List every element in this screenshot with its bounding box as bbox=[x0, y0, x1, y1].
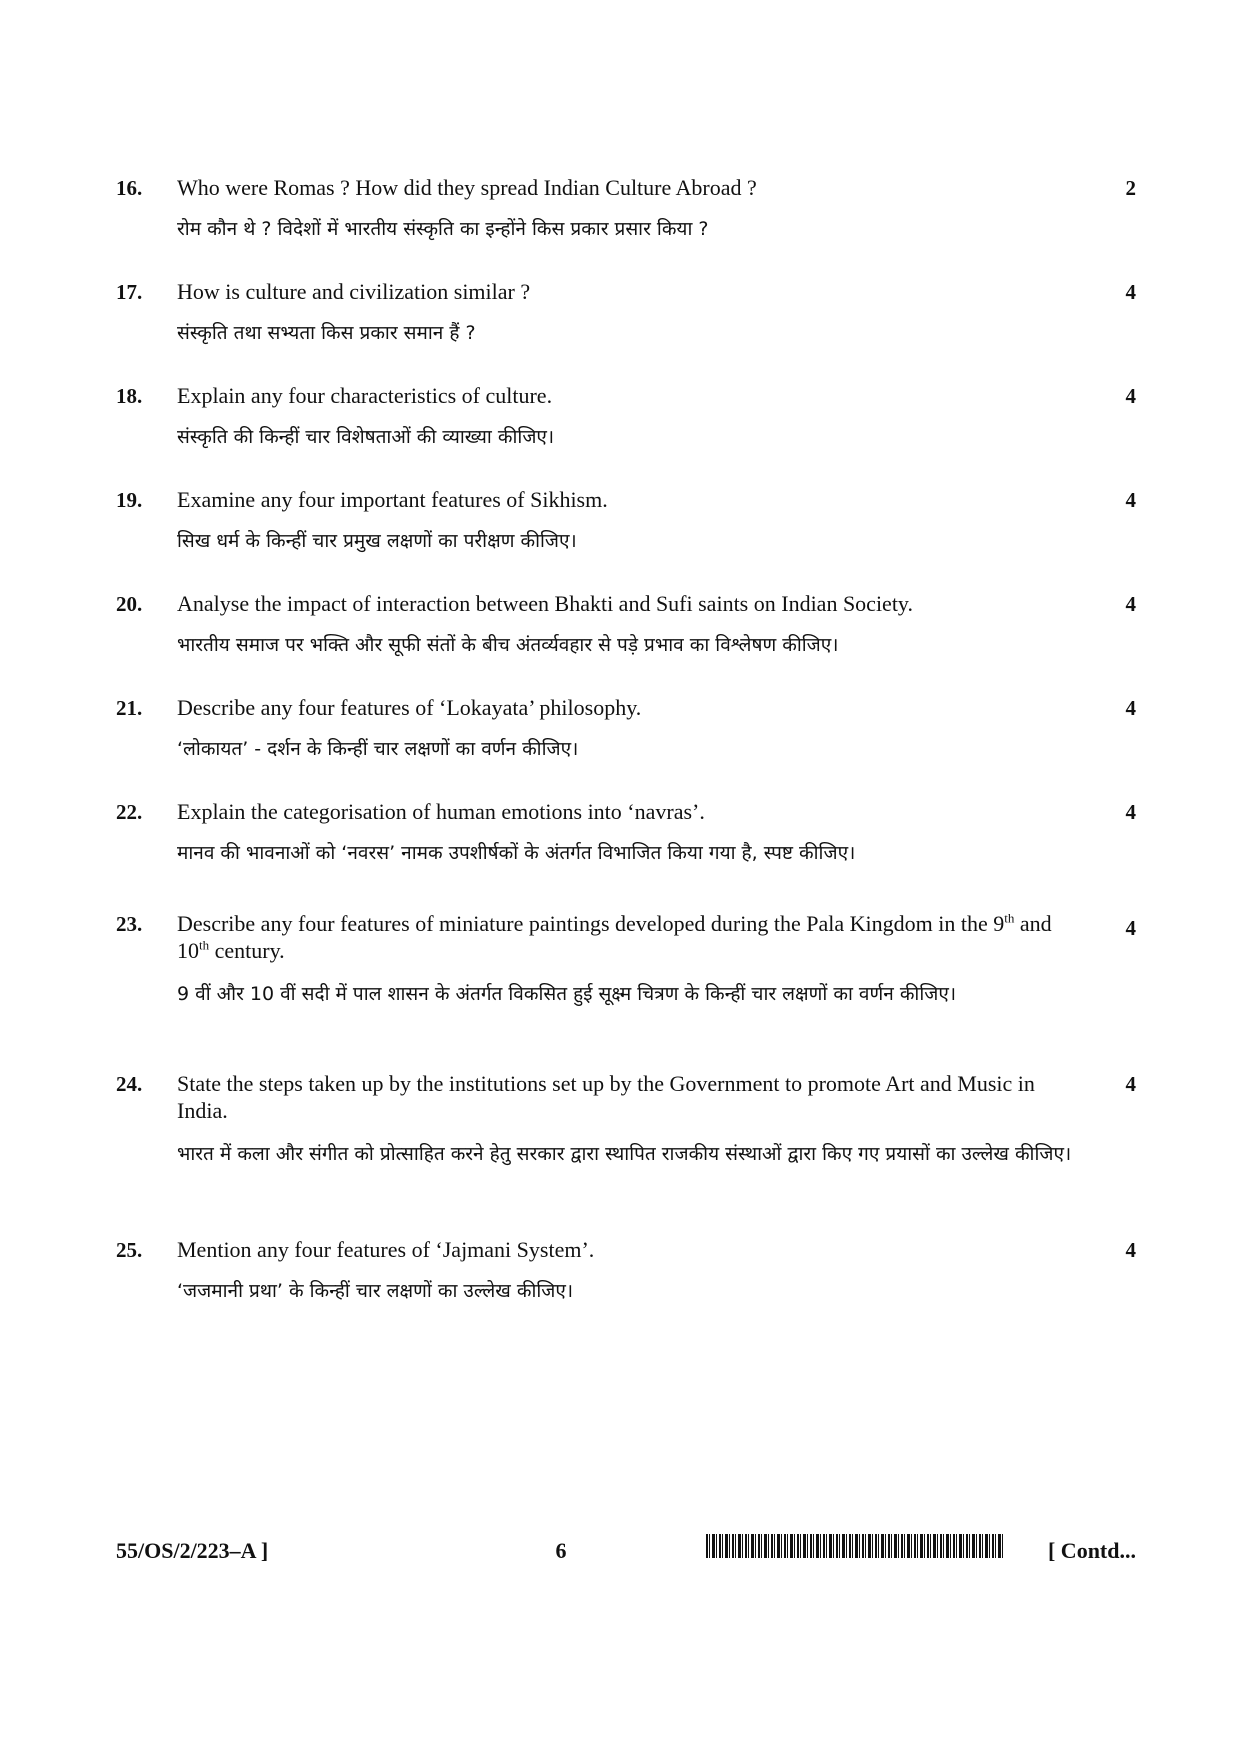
question-body bbox=[177, 382, 1077, 456]
question-text-english: Explain any four characteristics of culture. bbox=[177, 383, 553, 408]
question-number: 25. bbox=[116, 1238, 143, 1262]
question-text-english: Who were Romas ? How did they spread Indian Culture Abroad ? bbox=[177, 175, 757, 200]
question-text-hindi: ‘लोकायत’ - दर्शन के किन्हीं चार लक्षणों का वर्णन कीजिए। bbox=[177, 738, 579, 760]
question-number: 19. bbox=[116, 488, 143, 512]
question-text-english: Mention any four features of ‘Jajmani System’. bbox=[177, 1237, 595, 1262]
question-text-english: Explain the categorisation of human emotions into ‘navras’. bbox=[177, 799, 705, 824]
question-marks: 4 bbox=[1125, 384, 1136, 408]
question-body bbox=[177, 486, 1077, 560]
question-text-english bbox=[177, 910, 1077, 964]
superscript: th bbox=[199, 937, 210, 953]
question-text-english: State the steps taken up by the institutions set up by the Government to promote Art and Music in India. bbox=[177, 1071, 1035, 1123]
continued-label: [ Contd... bbox=[1047, 1538, 1136, 1563]
question-body bbox=[177, 278, 1077, 352]
question-marks: 4 bbox=[1125, 592, 1136, 616]
question-body bbox=[177, 1070, 1077, 1173]
text-part: century. bbox=[209, 938, 285, 963]
question-text-hindi: संस्कृति की किन्हीं चार विशेषताओं की व्याख्या कीजिए। bbox=[177, 426, 555, 448]
question-number: 17. bbox=[116, 280, 143, 304]
question-marks: 4 bbox=[1125, 696, 1136, 720]
question-marks: 4 bbox=[1125, 916, 1136, 940]
question-text-english: How is culture and civilization similar ? bbox=[177, 279, 531, 304]
question-body bbox=[177, 694, 1077, 768]
question-body bbox=[177, 174, 1077, 248]
question-number: 16. bbox=[116, 176, 143, 200]
question-marks: 2 bbox=[1125, 176, 1136, 200]
question-number: 20. bbox=[116, 592, 143, 616]
question-body bbox=[177, 1236, 1077, 1310]
question-text-english: Examine any four important features of Sikhism. bbox=[177, 487, 608, 512]
question-number: 24. bbox=[116, 1072, 143, 1096]
question-body bbox=[177, 798, 1077, 872]
superscript: th bbox=[1004, 910, 1015, 926]
paper-code: 55/OS/2/223–A ] bbox=[116, 1538, 269, 1563]
question-marks: 4 bbox=[1125, 280, 1136, 304]
question-marks: 4 bbox=[1125, 1238, 1136, 1262]
question-number: 21. bbox=[116, 696, 143, 720]
question-body bbox=[177, 910, 1077, 1013]
text-part: and 10 bbox=[177, 911, 1052, 963]
question-text-hindi: ‘जजमानी प्रथा’ के किन्हीं चार लक्षणों का उल्लेख कीजिए। bbox=[177, 1280, 574, 1302]
question-marks: 4 bbox=[1125, 800, 1136, 824]
question-text-hindi: 9 वीं और 10 वीं सदी में पाल शासन के अंतर्गत विकसित हुई सूक्ष्म चित्रण के किन्हीं चार लक्षणों का वर्णन कीजिए। bbox=[177, 983, 957, 1005]
barcode-image bbox=[706, 1534, 1004, 1558]
question-text-hindi: मानव की भावनाओं को ‘नवरस’ नामक उपशीर्षकों के अंतर्गत विभाजित किया गया है, स्पष्ट कीजिए। bbox=[177, 842, 856, 864]
question-text-hindi: संस्कृति तथा सभ्यता किस प्रकार समान हैं ? bbox=[177, 322, 476, 344]
question-text-hindi: रोम कौन थे ? विदेशों में भारतीय संस्कृति का इन्होंने किस प्रकार प्रसार किया ? bbox=[177, 218, 709, 240]
question-marks: 4 bbox=[1125, 1072, 1136, 1096]
page-footer bbox=[116, 1538, 1136, 1578]
question-marks: 4 bbox=[1125, 488, 1136, 512]
question-number: 23. bbox=[116, 912, 143, 936]
question-text-english: Describe any four features of ‘Lokayata’ philosophy. bbox=[177, 695, 642, 720]
question-text-hindi: भारतीय समाज पर भक्ति और सूफी संतों के बीच अंतर्व्यवहार से पड़े प्रभाव का विश्लेषण कीजिए। bbox=[177, 634, 839, 656]
question-body bbox=[177, 590, 1077, 664]
question-number: 18. bbox=[116, 384, 143, 408]
page-number: 6 bbox=[555, 1538, 567, 1563]
question-number: 22. bbox=[116, 800, 143, 824]
question-text-hindi: सिख धर्म के किन्हीं चार प्रमुख लक्षणों का परीक्षण कीजिए। bbox=[177, 530, 577, 552]
text-part: Describe any four features of miniature paintings developed during the Pala Kingdom in the 9 bbox=[177, 911, 1005, 936]
question-text-english: Analyse the impact of interaction between Bhakti and Sufi saints on Indian Society. bbox=[177, 591, 914, 616]
question-text-hindi: भारत में कला और संगीत को प्रोत्साहित करने हेतु सरकार द्वारा स्थापित राजकीय संस्थाओं द्वारा किए गए प्रयासों का उल्लेख कीजिए। bbox=[177, 1143, 1072, 1165]
